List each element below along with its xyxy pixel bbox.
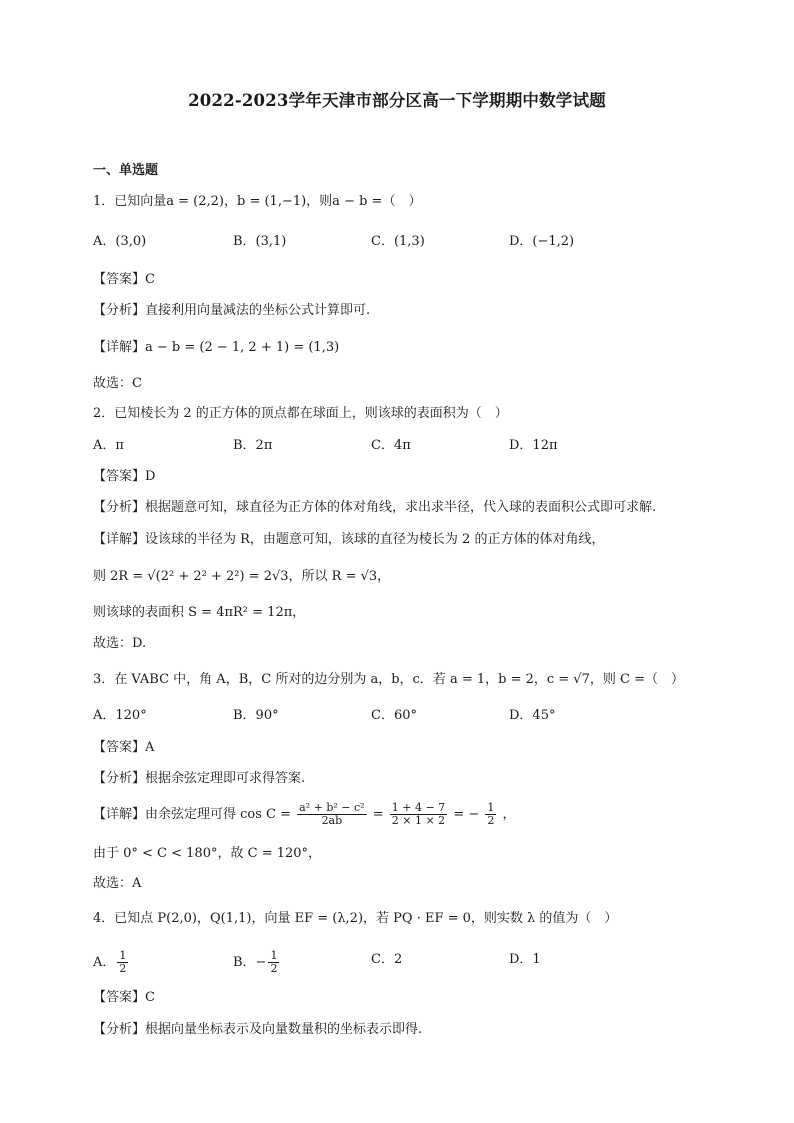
option-label: A．	[93, 955, 116, 970]
comma: ，	[502, 807, 516, 822]
denominator: 2	[270, 962, 278, 975]
option-c: C．(1,3)	[371, 234, 425, 249]
page-title: 2022-2023学年天津市部分区高一下学期期中数学试题	[188, 91, 606, 110]
denominator: 2	[119, 962, 127, 975]
fraction	[117, 950, 128, 975]
choose: 故选：A	[93, 876, 142, 891]
analysis: 【分析】根据向量坐标表示及向量数量积的坐标表示即得.	[93, 1022, 423, 1037]
numerator: 1	[119, 949, 127, 962]
numerator: 1	[487, 801, 495, 814]
option-a	[93, 950, 130, 975]
option-d: D．12π	[509, 438, 558, 453]
option-c: C．2	[371, 952, 403, 967]
detail: 【详解】a − b = (2 − 1, 2 + 1) = (1,3)	[93, 340, 340, 355]
option-a: A．π	[93, 438, 124, 453]
equals: =	[372, 807, 384, 822]
answer: 【答案】D	[93, 469, 156, 484]
option-d: D．1	[509, 952, 541, 967]
fraction	[485, 802, 496, 827]
denominator: 2	[487, 814, 495, 827]
numerator: 1	[270, 949, 278, 962]
detail-line-2: 由于 0° < C < 180°，故 C = 120°，	[93, 846, 322, 861]
question-3-stem: 3．在 VABC 中，角 A，B，C 所对的边分别为 a，b，c．若 a = 1，b = 2，c = √7，则 C =（ ）	[93, 672, 684, 687]
question-3-options	[93, 706, 713, 726]
detail: 【详解】设该球的半径为 R，由题意可知，该球的直径为棱长为 2 的正方体的体对角线，	[93, 532, 605, 547]
fraction	[268, 950, 279, 975]
detail-formula	[93, 802, 516, 827]
analysis: 【分析】根据题意可知，球直径为正方体的体对角线，求出求半径，代入球的表面积公式即可求解.	[93, 500, 657, 515]
choose: 故选：C	[93, 376, 142, 391]
option-c: C．4π	[371, 438, 411, 453]
analysis: 【分析】根据余弦定理即可求得答案.	[93, 771, 306, 786]
option-a: A．120°	[93, 708, 147, 723]
numerator: 1 + 4 − 7	[391, 801, 446, 814]
detail-line-2: 则 2R = √(2² + 2² + 2²) = 2√3，所以 R = √3，	[93, 569, 391, 584]
fraction	[297, 802, 366, 827]
question-4-stem: 4．已知点 P(2,0)，Q(1,1)，向量 EF = (λ,2)，若 PQ · EF = 0，则实数 λ 的值为（ ）	[93, 911, 618, 926]
denominator: 2ab	[321, 814, 343, 827]
choose: 故选：D.	[93, 636, 147, 651]
fraction	[390, 802, 447, 827]
option-b: B．(3,1)	[233, 234, 287, 249]
option-b: B．2π	[233, 438, 273, 453]
question-4-options	[93, 949, 713, 975]
question-1-stem: 1．已知向量a = (2,2)，b = (1,−1)，则a − b =（ ）	[93, 194, 422, 209]
option-a: A．(3,0)	[93, 234, 147, 249]
question-1-options	[93, 232, 713, 252]
detail-line-3: 则该球的表面积 S = 4πR² = 12π，	[93, 605, 306, 620]
answer: 【答案】A	[93, 740, 155, 755]
detail-prefix: 【详解】由余弦定理可得 cos C =	[93, 807, 292, 822]
denominator: 2 × 1 × 2	[391, 814, 446, 827]
numerator: a² + b² − c²	[299, 801, 365, 814]
option-label: B．−	[233, 955, 267, 970]
option-c: C．60°	[371, 708, 417, 723]
answer: 【答案】C	[93, 272, 155, 287]
option-b: B．90°	[233, 708, 279, 723]
question-2-stem: 2．已知棱长为 2 的正方体的顶点都在球面上，则该球的表面积为（ ）	[93, 406, 508, 421]
option-d: D．(−1,2)	[509, 234, 575, 249]
section-heading: 一、单选题	[93, 163, 159, 178]
answer: 【答案】C	[93, 990, 155, 1005]
option-d: D．45°	[509, 708, 556, 723]
option-b	[233, 950, 281, 975]
equals-minus: = −	[453, 807, 480, 822]
analysis: 【分析】直接利用向量减法的坐标公式计算即可.	[93, 303, 371, 318]
question-2-options	[93, 436, 713, 456]
